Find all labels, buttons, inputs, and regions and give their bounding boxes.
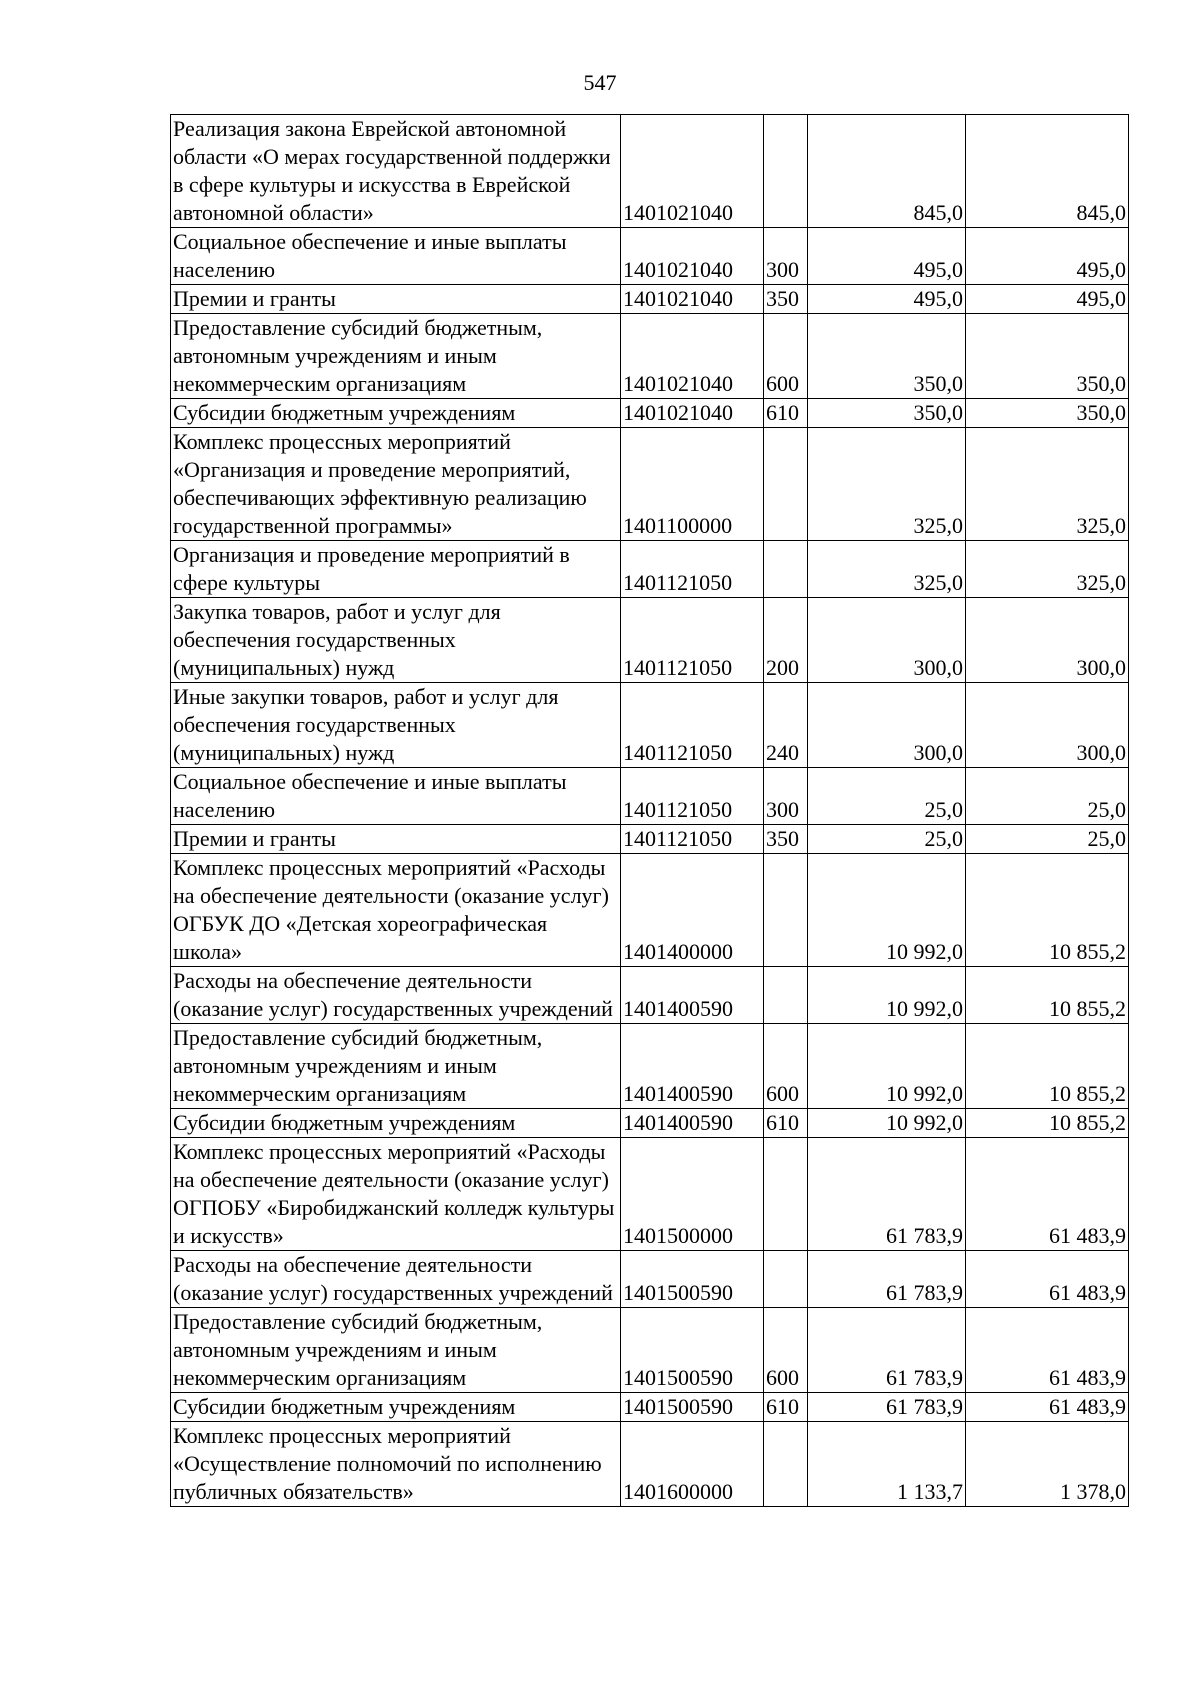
- row-amount-2-cell: 350,0: [966, 399, 1129, 428]
- row-code-cell: 1401021040: [621, 314, 764, 399]
- row-amount-2-cell: 350,0: [966, 314, 1129, 399]
- row-name-cell: Предоставление субсидий бюджетным, автономным учреждениям и иным некоммерческим организациям: [171, 314, 621, 399]
- row-code-cell: 1401121050: [621, 683, 764, 768]
- row-expense-type-cell: 240: [764, 683, 808, 768]
- table-row: [171, 428, 1129, 541]
- row-expense-type-cell: 610: [764, 399, 808, 428]
- table-row: [171, 115, 1129, 228]
- row-amount-1-cell: 350,0: [808, 399, 966, 428]
- row-amount-2-cell: 10 855,2: [966, 1109, 1129, 1138]
- row-amount-2-cell: 325,0: [966, 541, 1129, 598]
- row-code-cell: 1401121050: [621, 541, 764, 598]
- table-row: [171, 1393, 1129, 1422]
- row-code-cell: 1401021040: [621, 399, 764, 428]
- table-row: [171, 1251, 1129, 1308]
- row-amount-1-cell: 10 992,0: [808, 1024, 966, 1109]
- row-amount-1-cell: 495,0: [808, 228, 966, 285]
- table-row: [171, 825, 1129, 854]
- row-name-cell: Комплекс процессных мероприятий «Организация и проведение мероприятий, обеспечивающих эффективную реализацию государственной программы»: [171, 428, 621, 541]
- row-amount-2-cell: 25,0: [966, 768, 1129, 825]
- row-code-cell: 1401600000: [621, 1422, 764, 1507]
- row-amount-2-cell: 10 855,2: [966, 1024, 1129, 1109]
- row-name-cell: Комплекс процессных мероприятий «Расходы на обеспечение деятельности (оказание услуг) ОГПОБУ «Биробиджанский колледж культуры и искусств»: [171, 1138, 621, 1251]
- row-amount-1-cell: 61 783,9: [808, 1308, 966, 1393]
- row-expense-type-cell: [764, 115, 808, 228]
- row-amount-1-cell: 300,0: [808, 598, 966, 683]
- row-name-cell: Закупка товаров, работ и услуг для обеспечения государственных (муниципальных) нужд: [171, 598, 621, 683]
- row-amount-1-cell: 300,0: [808, 683, 966, 768]
- table-row: [171, 285, 1129, 314]
- budget-table-body: [171, 115, 1129, 1507]
- row-code-cell: 1401021040: [621, 228, 764, 285]
- row-expense-type-cell: [764, 1251, 808, 1308]
- row-expense-type-cell: [764, 1422, 808, 1507]
- row-code-cell: 1401021040: [621, 285, 764, 314]
- row-amount-1-cell: 325,0: [808, 428, 966, 541]
- row-name-cell: Субсидии бюджетным учреждениям: [171, 399, 621, 428]
- row-amount-1-cell: 25,0: [808, 768, 966, 825]
- table-row: [171, 683, 1129, 768]
- row-amount-2-cell: 61 483,9: [966, 1308, 1129, 1393]
- row-expense-type-cell: [764, 967, 808, 1024]
- row-expense-type-cell: 600: [764, 1308, 808, 1393]
- page-number: 547: [583, 70, 617, 95]
- table-row: [171, 1308, 1129, 1393]
- row-amount-2-cell: 845,0: [966, 115, 1129, 228]
- table-row: [171, 1422, 1129, 1507]
- table-row: [171, 228, 1129, 285]
- row-amount-1-cell: 845,0: [808, 115, 966, 228]
- row-code-cell: 1401500590: [621, 1393, 764, 1422]
- row-amount-1-cell: 10 992,0: [808, 1109, 966, 1138]
- row-expense-type-cell: 350: [764, 285, 808, 314]
- row-name-cell: Субсидии бюджетным учреждениям: [171, 1109, 621, 1138]
- row-name-cell: Предоставление субсидий бюджетным, автономным учреждениям и иным некоммерческим организациям: [171, 1024, 621, 1109]
- row-amount-2-cell: 10 855,2: [966, 854, 1129, 967]
- row-code-cell: 1401400590: [621, 967, 764, 1024]
- row-code-cell: 1401500000: [621, 1138, 764, 1251]
- row-expense-type-cell: [764, 1138, 808, 1251]
- row-amount-2-cell: 61 483,9: [966, 1138, 1129, 1251]
- row-amount-1-cell: 495,0: [808, 285, 966, 314]
- row-code-cell: 1401121050: [621, 768, 764, 825]
- row-amount-1-cell: 61 783,9: [808, 1138, 966, 1251]
- row-code-cell: 1401121050: [621, 825, 764, 854]
- row-amount-2-cell: 495,0: [966, 285, 1129, 314]
- row-name-cell: Социальное обеспечение и иные выплаты населению: [171, 228, 621, 285]
- row-expense-type-cell: [764, 428, 808, 541]
- budget-table: [170, 114, 1129, 1507]
- row-code-cell: 1401100000: [621, 428, 764, 541]
- row-name-cell: Субсидии бюджетным учреждениям: [171, 1393, 621, 1422]
- row-amount-1-cell: 61 783,9: [808, 1251, 966, 1308]
- row-expense-type-cell: 300: [764, 228, 808, 285]
- row-name-cell: Расходы на обеспечение деятельности (оказание услуг) государственных учреждений: [171, 1251, 621, 1308]
- row-expense-type-cell: 200: [764, 598, 808, 683]
- row-expense-type-cell: [764, 854, 808, 967]
- row-code-cell: 1401500590: [621, 1251, 764, 1308]
- table-row: [171, 1109, 1129, 1138]
- row-amount-2-cell: 61 483,9: [966, 1251, 1129, 1308]
- row-name-cell: Премии и гранты: [171, 285, 621, 314]
- row-amount-2-cell: 61 483,9: [966, 1393, 1129, 1422]
- row-amount-2-cell: 325,0: [966, 428, 1129, 541]
- row-expense-type-cell: 600: [764, 314, 808, 399]
- row-expense-type-cell: 350: [764, 825, 808, 854]
- row-expense-type-cell: [764, 541, 808, 598]
- table-row: [171, 768, 1129, 825]
- table-row: [171, 1024, 1129, 1109]
- table-row: [171, 314, 1129, 399]
- table-row: [171, 598, 1129, 683]
- row-amount-1-cell: 350,0: [808, 314, 966, 399]
- row-amount-2-cell: 300,0: [966, 598, 1129, 683]
- table-row: [171, 399, 1129, 428]
- row-amount-2-cell: 25,0: [966, 825, 1129, 854]
- row-code-cell: 1401400000: [621, 854, 764, 967]
- row-name-cell: Иные закупки товаров, работ и услуг для обеспечения государственных (муниципальных) нужд: [171, 683, 621, 768]
- row-amount-1-cell: 10 992,0: [808, 854, 966, 967]
- row-name-cell: Социальное обеспечение и иные выплаты населению: [171, 768, 621, 825]
- row-name-cell: Комплекс процессных мероприятий «Осуществление полномочий по исполнению публичных обязательств»: [171, 1422, 621, 1507]
- row-expense-type-cell: 610: [764, 1393, 808, 1422]
- row-amount-2-cell: 495,0: [966, 228, 1129, 285]
- row-amount-2-cell: 300,0: [966, 683, 1129, 768]
- row-amount-1-cell: 61 783,9: [808, 1393, 966, 1422]
- row-expense-type-cell: 300: [764, 768, 808, 825]
- row-code-cell: 1401400590: [621, 1109, 764, 1138]
- row-name-cell: Расходы на обеспечение деятельности (оказание услуг) государственных учреждений: [171, 967, 621, 1024]
- row-amount-1-cell: 25,0: [808, 825, 966, 854]
- row-amount-1-cell: 10 992,0: [808, 967, 966, 1024]
- row-amount-2-cell: 10 855,2: [966, 967, 1129, 1024]
- row-expense-type-cell: 610: [764, 1109, 808, 1138]
- row-amount-2-cell: 1 378,0: [966, 1422, 1129, 1507]
- table-row: [171, 967, 1129, 1024]
- row-code-cell: 1401021040: [621, 115, 764, 228]
- table-row: [171, 854, 1129, 967]
- row-code-cell: 1401400590: [621, 1024, 764, 1109]
- table-row: [171, 1138, 1129, 1251]
- row-code-cell: 1401500590: [621, 1308, 764, 1393]
- table-row: [171, 541, 1129, 598]
- row-name-cell: Премии и гранты: [171, 825, 621, 854]
- row-amount-1-cell: 1 133,7: [808, 1422, 966, 1507]
- row-amount-1-cell: 325,0: [808, 541, 966, 598]
- row-name-cell: Комплекс процессных мероприятий «Расходы на обеспечение деятельности (оказание услуг) ОГБУК ДО «Детская хореографическая школа»: [171, 854, 621, 967]
- row-expense-type-cell: 600: [764, 1024, 808, 1109]
- row-code-cell: 1401121050: [621, 598, 764, 683]
- row-name-cell: Организация и проведение мероприятий в сфере культуры: [171, 541, 621, 598]
- row-name-cell: Реализация закона Еврейской автономной области «О мерах государственной поддержки в сфере культуры и искусства в Еврейской автономной области»: [171, 115, 621, 228]
- row-name-cell: Предоставление субсидий бюджетным, автономным учреждениям и иным некоммерческим организациям: [171, 1308, 621, 1393]
